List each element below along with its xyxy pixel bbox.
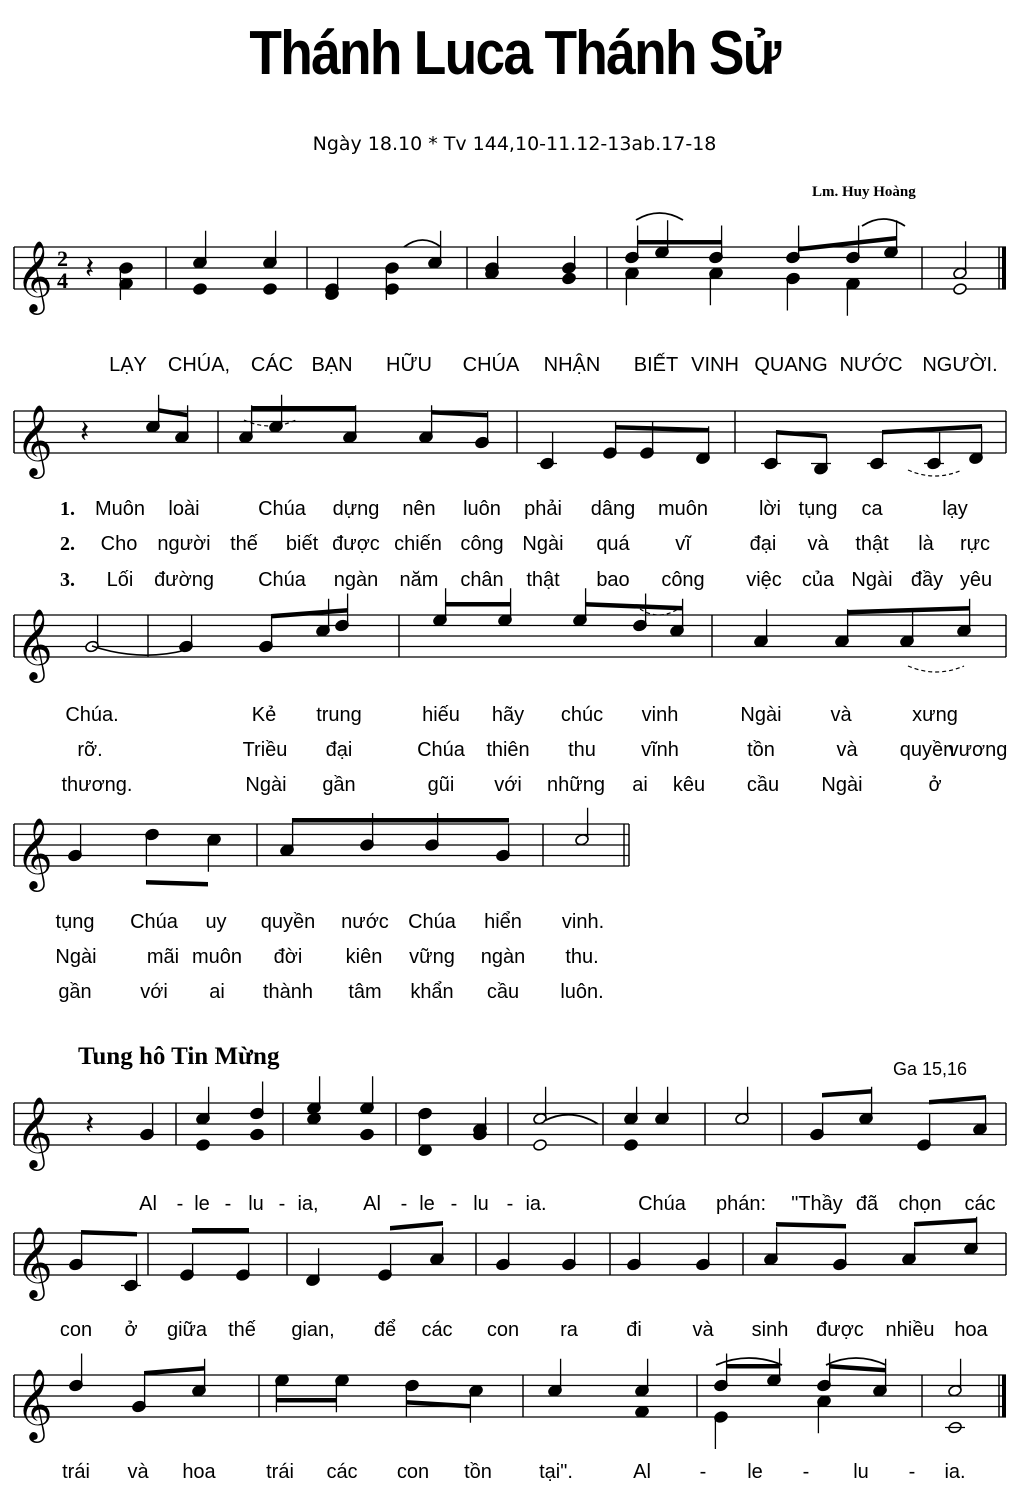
- lyric-syllable: được: [816, 1319, 864, 1341]
- liturgy-reference: Ngày 18.10 * Tv 144,10-11.12-13ab.17-18: [312, 133, 717, 155]
- lyric-syllable: mãi: [146, 946, 180, 968]
- note-beam: [776, 430, 827, 439]
- slur-line: [636, 213, 683, 220]
- lyric-syllable: -: [278, 1193, 286, 1215]
- note-head: [196, 1139, 211, 1152]
- lyric-syllable: ở: [928, 774, 942, 796]
- lyric-syllable: đại: [749, 533, 777, 555]
- lyric-syllable: -: [802, 1461, 810, 1483]
- lyric-syllable: CHÚA: [462, 354, 520, 376]
- lyric-syllable: và: [830, 704, 852, 726]
- lyric-syllable: công: [460, 533, 504, 555]
- lyric-syllable: nước: [341, 911, 389, 933]
- lyric-syllable: vững: [409, 946, 455, 968]
- note-beam: [882, 424, 982, 435]
- page-title: Thánh Luca Thánh Sử: [249, 19, 780, 88]
- lyric-syllable: gian,: [291, 1319, 335, 1341]
- lyric-syllable: công: [661, 569, 705, 591]
- lyric-syllable: trái: [62, 1461, 90, 1483]
- lyric-syllable: đường: [154, 569, 214, 591]
- lyric-syllable: đã: [855, 1193, 879, 1215]
- lyric-syllable: trung: [316, 704, 362, 726]
- lyric-syllable: người: [157, 533, 211, 555]
- verse-1-line-3: [0, 911, 1029, 937]
- note-beam: [798, 236, 896, 252]
- note-head: [263, 283, 278, 296]
- lyric-syllable: muôn: [191, 946, 243, 968]
- lyric-syllable: BẠN: [311, 354, 353, 376]
- lyric-syllable: -: [400, 1193, 408, 1215]
- treble-clef-icon: 𝄞: [16, 1095, 53, 1168]
- lyric-syllable: chọn: [898, 1193, 942, 1215]
- lyric-syllable: hiển: [484, 911, 522, 933]
- lyric-syllable: yêu: [959, 569, 993, 591]
- lyric-syllable: Chúa: [417, 739, 465, 761]
- lyric-syllable: -: [224, 1193, 232, 1215]
- lyric-syllable: ia.: [944, 1461, 966, 1483]
- lyric-syllable: Ngài: [522, 533, 564, 555]
- lyric-syllable: NHẬN: [543, 354, 601, 376]
- slur-line: [404, 240, 441, 247]
- quarter-rest-icon: 𝄽: [80, 415, 90, 450]
- verse-3-line-2: [0, 774, 1029, 800]
- lyric-syllable: thu.: [565, 946, 599, 968]
- note-head: [533, 1139, 548, 1152]
- quarter-rest-icon: 𝄽: [85, 251, 95, 286]
- note-beam: [146, 880, 208, 887]
- lyric-syllable: Cho: [100, 533, 138, 555]
- slur-line: [862, 219, 905, 226]
- lyric-syllable: vinh: [641, 704, 679, 726]
- lyric-syllable: lời: [758, 498, 782, 520]
- note-beam: [726, 1364, 780, 1369]
- lyric-syllable: vinh.: [561, 911, 605, 933]
- note-beam: [271, 608, 348, 619]
- lyric-syllable: và: [127, 1461, 149, 1483]
- lyric-syllable: với: [494, 774, 522, 796]
- treble-clef-icon: 𝄞: [16, 816, 53, 889]
- acclamation-lyrics-line-2: [0, 1319, 1029, 1345]
- lyric-syllable: ngàn: [480, 946, 526, 968]
- lyric-syllable: của: [801, 569, 835, 591]
- lyric-syllable: dựng: [332, 498, 380, 520]
- lyric-syllable: thật: [855, 533, 889, 555]
- lyric-syllable: cầu: [746, 774, 780, 796]
- lyric-syllable: Chúa: [638, 1193, 686, 1215]
- lyric-syllable: tụng: [55, 911, 95, 933]
- quarter-rest-icon: 𝄽: [85, 1107, 95, 1142]
- treble-clef-icon: 𝄞: [16, 1367, 53, 1440]
- note-beam: [776, 1222, 846, 1229]
- gospel-acclamation-heading: Tung hô Tin Mừng: [78, 1043, 280, 1070]
- lyric-syllable: gũi: [427, 774, 455, 796]
- lyric-syllable: được: [332, 533, 380, 555]
- lyric-syllable: lu: [248, 1193, 264, 1215]
- lyric-syllable: và: [836, 739, 858, 761]
- final-barline: [1002, 247, 1006, 289]
- verse-2-line-2: [0, 739, 1029, 765]
- lyric-syllable: tụng: [798, 498, 838, 520]
- lyric-syllable: hoa: [182, 1461, 216, 1483]
- lyric-syllable: Al: [363, 1193, 381, 1215]
- lyric-syllable: biết: [285, 533, 319, 555]
- lyric-syllable: giữa: [166, 1319, 208, 1341]
- lyric-syllable: và: [807, 533, 829, 555]
- lyric-syllable: tâm: [348, 981, 382, 1003]
- slur-line: [716, 1358, 782, 1365]
- lyric-syllable: Chúa: [258, 498, 306, 520]
- lyric-syllable: thế: [230, 533, 258, 555]
- lyric-syllable: Lối: [106, 569, 134, 591]
- lyric-syllable: năm: [399, 569, 439, 591]
- lyric-syllable: việc: [746, 569, 782, 591]
- lyric-syllable: bao: [596, 569, 630, 591]
- note-beam: [445, 602, 511, 607]
- lyric-syllable: để: [373, 1319, 397, 1341]
- lyric-syllable: thu: [568, 739, 596, 761]
- note-head: [624, 1139, 639, 1152]
- note-head: [562, 272, 577, 285]
- lyric-syllable: hiếu: [422, 704, 460, 726]
- note-beam: [158, 408, 188, 418]
- lyric-syllable: các: [964, 1193, 996, 1215]
- lyric-syllable: Ngài: [821, 774, 863, 796]
- verse-2-line-1: [0, 533, 1029, 559]
- lyric-syllable: khẩn: [410, 981, 454, 1003]
- note-beam: [276, 1398, 336, 1403]
- lyric-syllable: và: [692, 1319, 714, 1341]
- lyric-syllable: -: [506, 1193, 514, 1215]
- lyric-syllable: tại".: [539, 1461, 573, 1483]
- lyric-syllable: Ngài: [851, 569, 893, 591]
- slur-line: [544, 1115, 598, 1124]
- lyric-syllable: những: [547, 774, 605, 796]
- lyric-syllable: Al: [139, 1193, 157, 1215]
- treble-clef-icon: 𝄞: [16, 239, 53, 312]
- lyric-syllable: với: [140, 981, 168, 1003]
- lyric-syllable: kiên: [345, 946, 383, 968]
- lyric-syllable: thành: [262, 981, 314, 1003]
- tie-line: [92, 646, 186, 655]
- composer-credit: Lm. Huy Hoàng: [812, 184, 916, 200]
- note-beam: [390, 1221, 443, 1231]
- refrain-lyrics: [0, 354, 1029, 380]
- lyric-syllable: loài: [168, 498, 200, 520]
- lyric-syllable: con: [396, 1461, 430, 1483]
- dashed-slur-line: [908, 470, 962, 476]
- note-head: [360, 1128, 375, 1141]
- lyric-syllable: Chúa: [130, 911, 178, 933]
- lyric-syllable: phán:: [715, 1193, 767, 1215]
- note-beam: [406, 1400, 470, 1409]
- lyric-syllable: vĩ: [675, 533, 691, 555]
- note-beam: [144, 1366, 205, 1376]
- note-beam: [292, 818, 509, 823]
- verse-number: 2.: [60, 533, 75, 555]
- lyric-syllable: xưng: [912, 704, 958, 726]
- lyric-syllable: HỮU: [386, 354, 432, 376]
- lyric-syllable: đại: [325, 739, 353, 761]
- lyric-syllable: LẠY: [109, 354, 147, 376]
- verse-2-line-3: [0, 946, 1029, 972]
- slur-line: [826, 1358, 886, 1365]
- note-beam: [822, 1089, 872, 1098]
- lyric-syllable: rực: [959, 533, 991, 555]
- verse-number: 1.: [60, 498, 75, 520]
- lyric-syllable: đi: [626, 1319, 642, 1341]
- lyric-syllable: QUANG: [754, 354, 828, 376]
- treble-clef-icon: 𝄞: [16, 1225, 53, 1298]
- lyric-syllable: ia.: [525, 1193, 547, 1215]
- lyric-syllable: thương.: [61, 774, 133, 796]
- lyric-syllable: lạy: [942, 498, 968, 520]
- lyric-syllable: -: [908, 1461, 916, 1483]
- lyric-syllable: các: [421, 1319, 453, 1341]
- lyric-syllable: le: [419, 1193, 435, 1215]
- lyric-syllable: le: [194, 1193, 210, 1215]
- note-beam: [829, 1364, 886, 1373]
- lyric-syllable: Chúa: [408, 911, 456, 933]
- lyric-syllable: rỡ.: [77, 739, 103, 761]
- lyric-syllable: chân: [460, 569, 504, 591]
- lyric-syllable: thật: [526, 569, 560, 591]
- lyric-syllable: ai: [632, 774, 648, 796]
- final-barline: [1002, 1375, 1006, 1417]
- note-head: [307, 1112, 322, 1125]
- lyric-syllable: gần: [58, 981, 92, 1003]
- lyric-syllable: hãy: [491, 704, 525, 726]
- lyric-syllable: ca: [861, 498, 883, 520]
- lyric-syllable: NƯỚC: [839, 354, 903, 376]
- note-beam: [251, 406, 356, 411]
- lyric-syllable: phải: [524, 498, 562, 520]
- lyric-syllable: tồn: [747, 739, 775, 761]
- verse-3-line-3: [0, 981, 1029, 1007]
- lyric-syllable: muôn: [657, 498, 709, 520]
- dashed-slur-line: [908, 666, 964, 672]
- lyric-syllable: chiến: [394, 533, 442, 555]
- lyric-syllable: vĩnh: [641, 739, 679, 761]
- lyric-syllable: ia,: [297, 1193, 319, 1215]
- lyric-syllable: con: [59, 1319, 93, 1341]
- note-head: [250, 1128, 265, 1141]
- verse-1-line-2: [0, 704, 1029, 730]
- note-beam: [81, 1230, 137, 1237]
- note-beam: [585, 602, 683, 611]
- acclamation-lyrics-line-3: [0, 1461, 1029, 1487]
- lyric-syllable: quyền: [260, 911, 316, 933]
- lyric-syllable: gần: [322, 774, 356, 796]
- time-signature-top: 2: [57, 246, 68, 271]
- verse-3-line-1: [0, 569, 1029, 595]
- lyric-syllable: -: [176, 1193, 184, 1215]
- lyric-syllable: Ngài: [55, 946, 97, 968]
- lyric-syllable: quá: [596, 533, 630, 555]
- lyric-syllable: lu: [853, 1461, 869, 1483]
- note-beam: [847, 606, 970, 615]
- lyric-syllable: -: [699, 1461, 707, 1483]
- lyric-syllable: Kẻ: [251, 704, 277, 726]
- lyric-syllable: nhiều: [885, 1319, 935, 1341]
- lyric-syllable: -: [450, 1193, 458, 1215]
- lyric-syllable: ngàn: [333, 569, 379, 591]
- lyric-syllable: NGƯỜI.: [922, 354, 998, 376]
- lyric-syllable: hoa: [954, 1319, 988, 1341]
- lyric-syllable: "Thầy: [791, 1193, 843, 1215]
- lyric-syllable: trái: [266, 1461, 294, 1483]
- note-head: [953, 283, 968, 296]
- lyric-syllable: chúc: [560, 704, 604, 726]
- lyric-syllable: nên: [402, 498, 436, 520]
- lyric-syllable: vương: [948, 739, 1008, 761]
- treble-clef-icon: 𝄞: [16, 403, 53, 476]
- lyric-syllable: các: [326, 1461, 358, 1483]
- lyric-syllable: đời: [273, 946, 303, 968]
- time-signature-bottom: 4: [57, 268, 68, 293]
- note-head: [418, 1144, 433, 1157]
- lyric-syllable: luôn.: [560, 981, 604, 1003]
- lyric-syllable: CHÚA,: [167, 354, 231, 376]
- lyric-syllable: cầu: [486, 981, 520, 1003]
- lyric-syllable: Triều: [242, 739, 288, 761]
- lyric-syllable: con: [486, 1319, 520, 1341]
- lyric-syllable: ai: [209, 981, 225, 1003]
- note-beam: [192, 1228, 249, 1233]
- lyric-syllable: dâng: [590, 498, 636, 520]
- lyric-syllable: Chúa.: [65, 704, 119, 726]
- lyric-syllable: là: [918, 533, 934, 555]
- note-beam: [637, 240, 722, 245]
- lyric-syllable: ra: [560, 1319, 578, 1341]
- lyric-syllable: sinh: [751, 1319, 789, 1341]
- lyric-syllable: Al: [633, 1461, 651, 1483]
- lyric-syllable: thế: [228, 1319, 256, 1341]
- lyric-syllable: thiên: [486, 739, 530, 761]
- lyric-syllable: VINH: [691, 354, 739, 376]
- verse-number: 3.: [60, 569, 75, 591]
- lyric-syllable: kêu: [672, 774, 706, 796]
- lyric-syllable: Muôn: [94, 498, 146, 520]
- lyric-syllable: ở: [124, 1319, 138, 1341]
- note-beam: [914, 1218, 977, 1227]
- verse-1-line-1: [0, 498, 1029, 524]
- lyric-syllable: CÁC: [250, 354, 294, 376]
- lyric-syllable: luôn: [463, 498, 501, 520]
- lyric-syllable: tồn: [464, 1461, 492, 1483]
- lyric-syllable: uy: [205, 911, 227, 933]
- lyric-syllable: Ngài: [245, 774, 287, 796]
- lyric-syllable: đầy: [910, 569, 944, 591]
- lyric-syllable: lu: [473, 1193, 489, 1215]
- gospel-reference: Ga 15,16: [893, 1059, 968, 1079]
- lyric-syllable: le: [747, 1461, 763, 1483]
- note-head: [635, 1405, 650, 1418]
- lyric-syllable: Ngài: [740, 704, 782, 726]
- lyric-syllable: Chúa: [258, 569, 306, 591]
- note-head: [193, 283, 208, 296]
- lyric-syllable: quyền: [899, 739, 955, 761]
- lyric-syllable: BIẾT: [633, 354, 679, 376]
- treble-clef-icon: 𝄞: [16, 607, 53, 680]
- acclamation-lyrics-line-1: [0, 1193, 1029, 1219]
